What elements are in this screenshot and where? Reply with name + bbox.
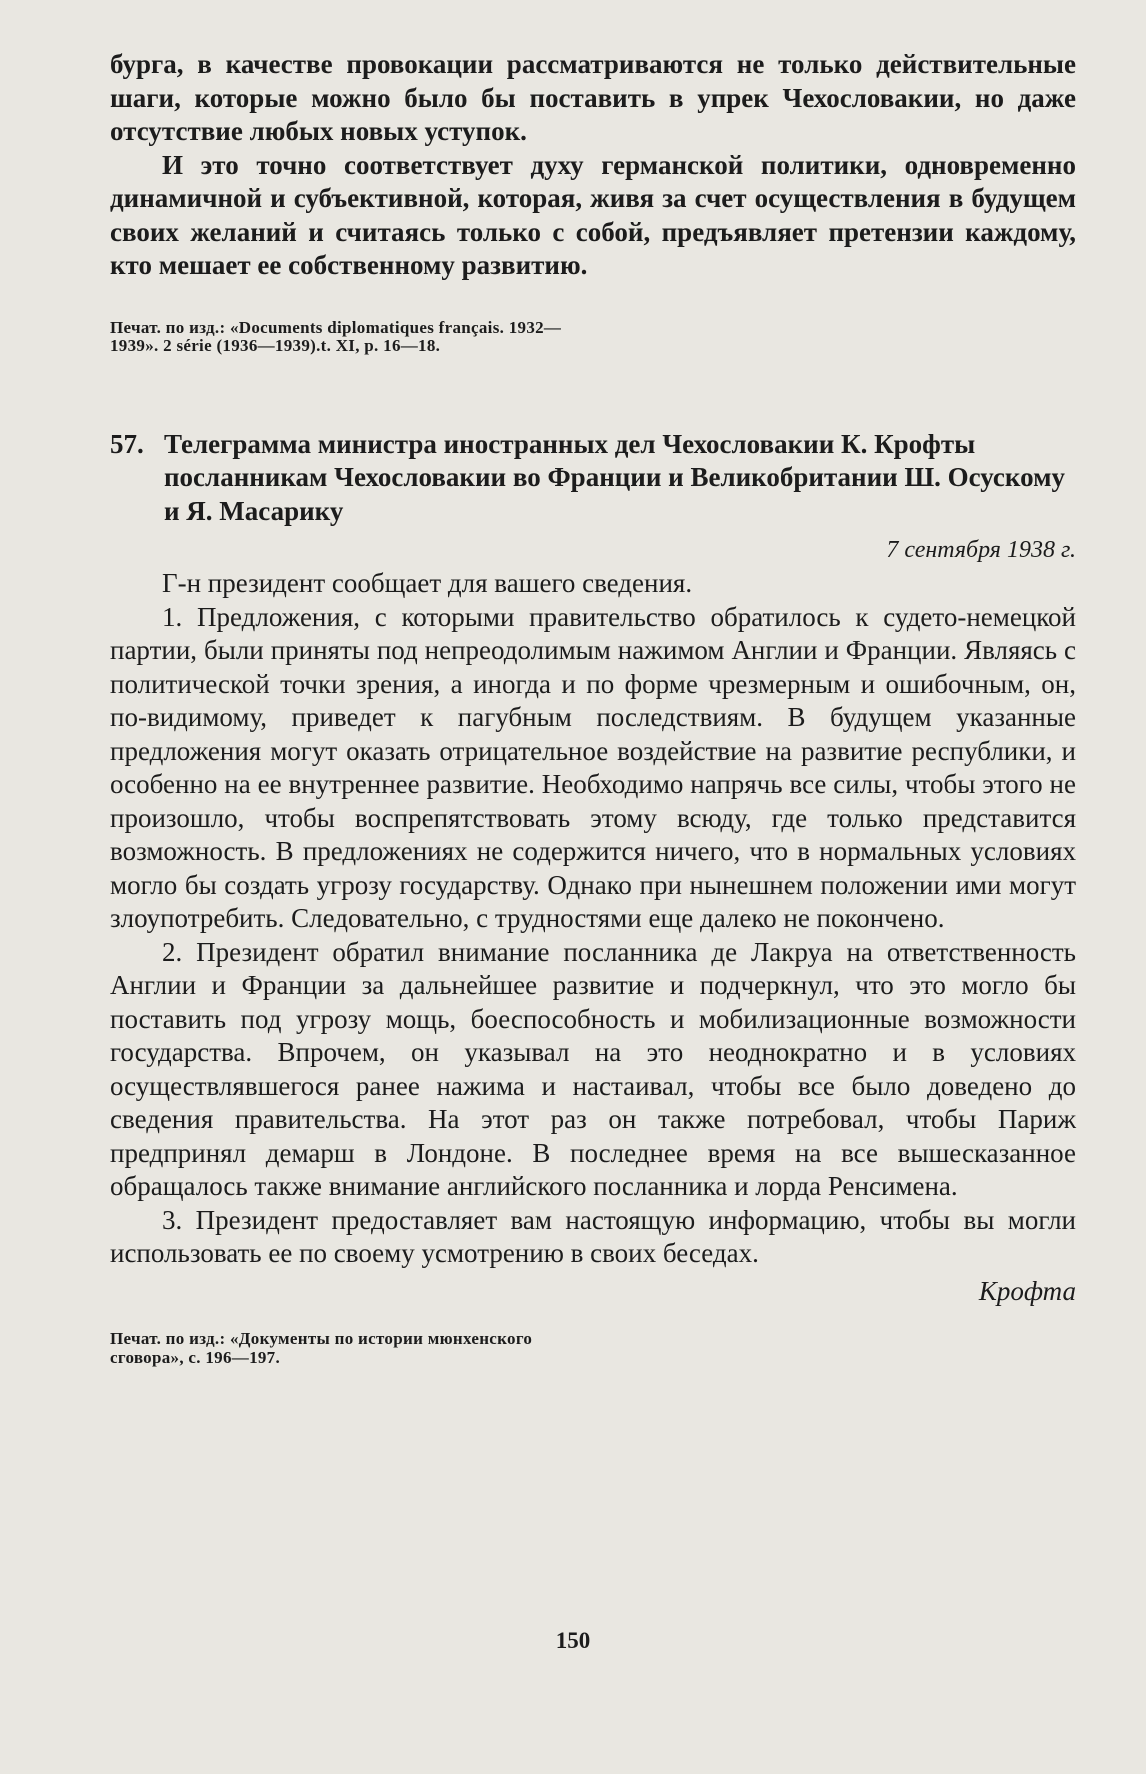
document-number: 57. [110,428,144,459]
signature: Крофта [978,1275,1076,1306]
source-citation-russian: Печат. по изд.: «Документы по истории мюнхенского сговора», с. 196—197. [110,1329,533,1367]
source-citation-french: Печат. по изд.: «Documents diplomatiques français. 1932—1939». 2 série (1936—1939).t. XI, p. 16—18. [110,317,562,355]
continuation-paragraph-2: И это точно соответствует духу германской политики, одновременно динамичной и субъективной, которая, живя за счет осуществления в будущем своих желаний и считаясь только с собой, предъявляет претензии каждому, кто мешает ее собственному развитию. [110,149,1076,280]
page-content [110,48,1076,1367]
document-title: Телеграмма министра иностранных дел Чехословакии К. Крофты посланникам Чехословакии во Франции и Великобритании Ш. Осускому и Я. Масарику [164,428,1065,526]
document-intro: Г-н президент сообщает для вашего сведения. [162,568,693,598]
document-date: 7 сентября 1938 г. [886,537,1076,563]
document-point-3: 3. Президент предоставляет вам настоящую информацию, чтобы вы могли использовать ее по своему усмотрению в своих беседах. [110,1204,1076,1268]
page-number: 150 [555,1628,591,1653]
document-heading [110,428,1076,529]
continuation-paragraph-1: бурга, в качестве провокации рассматриваются не только действительные шаги, которые можно было бы поставить в упрек Чехословакии, но даже отсутствие любых новых уступок. [110,49,1076,146]
document-point-2: 2. Президент обратил внимание посланника де Лакруа на ответственность Англии и Франции за дальнейшее развитие и подчеркнул, что это могло бы поставить под угрозу мощь, боеспособность и мобилизационные возможности государства. Впрочем, он указывал на это неоднократно и в условиях осуществлявшегося ранее нажима и настаивал, чтобы все было доведено до сведения правительства. На этот раз он также потребовал, чтобы Париж предпринял демарш в Лондоне. В последнее время на все вышесказанное обращалось также внимание английского посланника и лорда Ренсимена. [110,936,1076,1201]
document-point-1: 1. Предложения, с которыми правительство обратилось к судето-немецкой партии, были приняты под непреодолимым нажимом Англии и Франции. Являясь с политической точки зрения, а иногда и по форме чрезмерным и ошибочным, он, по-видимому, приведет к пагубным последствиям. В будущем указанные предложения могут оказать отрицательное воздействие на развитие республики, и особенно на ее внутреннее развитие. Необходимо напрячь все силы, чтобы этого не произошло, чтобы воспрепятствовать этому всюду, где только представится возможность. В предложениях не содержится ничего, что в нормальных условиях могло бы создать угрозу государству. Однако при нынешнем положении ими могут злоупотребить. Следовательно, с трудностями еще далеко не покончено. [110,601,1076,933]
